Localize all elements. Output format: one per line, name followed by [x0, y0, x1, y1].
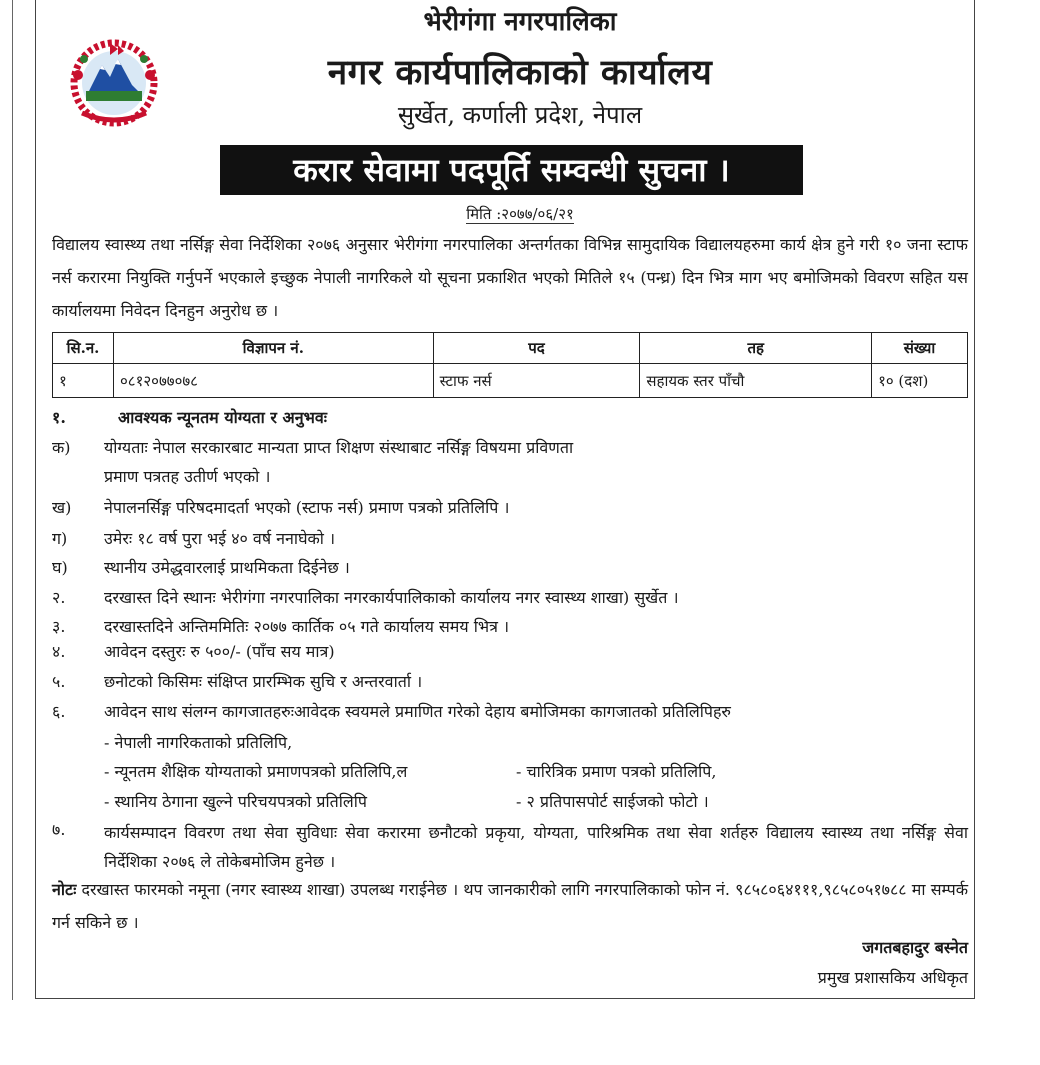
intro-paragraph: विद्यालय स्वास्थ्य तथा नर्सिङ्ग सेवा निर्देशिका २०७६ अनुसार भेरीगंगा नगरपालिका अन्तर्गतका विभिन्न सामुदायिक विद्यालयहरुमा कार्य क्षेत्र हुने गरी १० जना स्टाफ नर्स करारमा नियुक्ति गर्नुपर्ने भएकाले इच्छुक नेपाली नागरिकले यो सूचना प्रकाशित भएको मितिले १५ (पन्ध्र) दिन भित्र माग भए बमोजिमको विवरण सहित यस कार्यालयमा निवेदन दिनहुन अनुरोध छ ।	[52, 235, 968, 320]
vacancy-table	[52, 332, 968, 398]
municipality-name: भेरीगंगा नगरपालिका	[423, 7, 617, 37]
office-title: नगर कार्यपालिकाको कार्यालय	[327, 52, 713, 93]
cell-count: १० (दश)	[872, 364, 968, 398]
col-count: संख्या	[872, 333, 968, 364]
table-header-row	[53, 333, 968, 364]
note-paragraph	[52, 873, 968, 939]
cell-serial: १	[53, 364, 114, 398]
table-row	[53, 364, 968, 398]
signatory-designation: प्रमुख प्रशासकिय अधिकृत	[817, 968, 968, 987]
notice-date-text: मिति :२०७७/०६/२१	[466, 205, 574, 223]
signatory-name: जगतबहादुर बस्नेत	[862, 938, 968, 957]
notice-date	[0, 204, 1040, 224]
cell-post: स्टाफ नर्स	[433, 364, 640, 398]
col-level: तह	[640, 333, 872, 364]
col-ad-number: विज्ञापन नं.	[113, 333, 433, 364]
note-text: दरखास्त फारमको नमूना (नगर स्वास्थ्य शाखा) उपलब्ध गराईनेछ । थप जानकारीको लागि नगरपालिकाको फोन नं. ९८५८०६४१११,९८५८०५१७८८ मा सम्पर्क गर्न सकिने छ ।	[52, 880, 968, 932]
note-label: नोटः	[52, 880, 77, 899]
cell-ad-number: ०८१२०७७०७८	[113, 364, 433, 398]
col-serial: सि.न.	[53, 333, 114, 364]
adjacent-page-edge	[0, 0, 13, 1000]
office-address: सुर्खेत, कर्णाली प्रदेश, नेपाल	[397, 101, 643, 129]
col-post: पद	[433, 333, 640, 364]
notice-title-banner: करार सेवामा पदपूर्ति सम्वन्धी सुचना ।	[220, 145, 803, 195]
cell-level: सहायक स्तर पाँचौ	[640, 364, 872, 398]
section-7-text: कार्यसम्पादन विवरण तथा सेवा सुविधाः सेवा करारमा छनौटको प्रकृया, योग्यता, पारिश्रमिक तथा सेवा शर्तहरु विद्यालय स्वास्थ्य तथा नर्सिङ्ग सेवा निर्देशिका २०७६ ले तोकेबमोजिम हुनेछ ।	[104, 823, 968, 871]
